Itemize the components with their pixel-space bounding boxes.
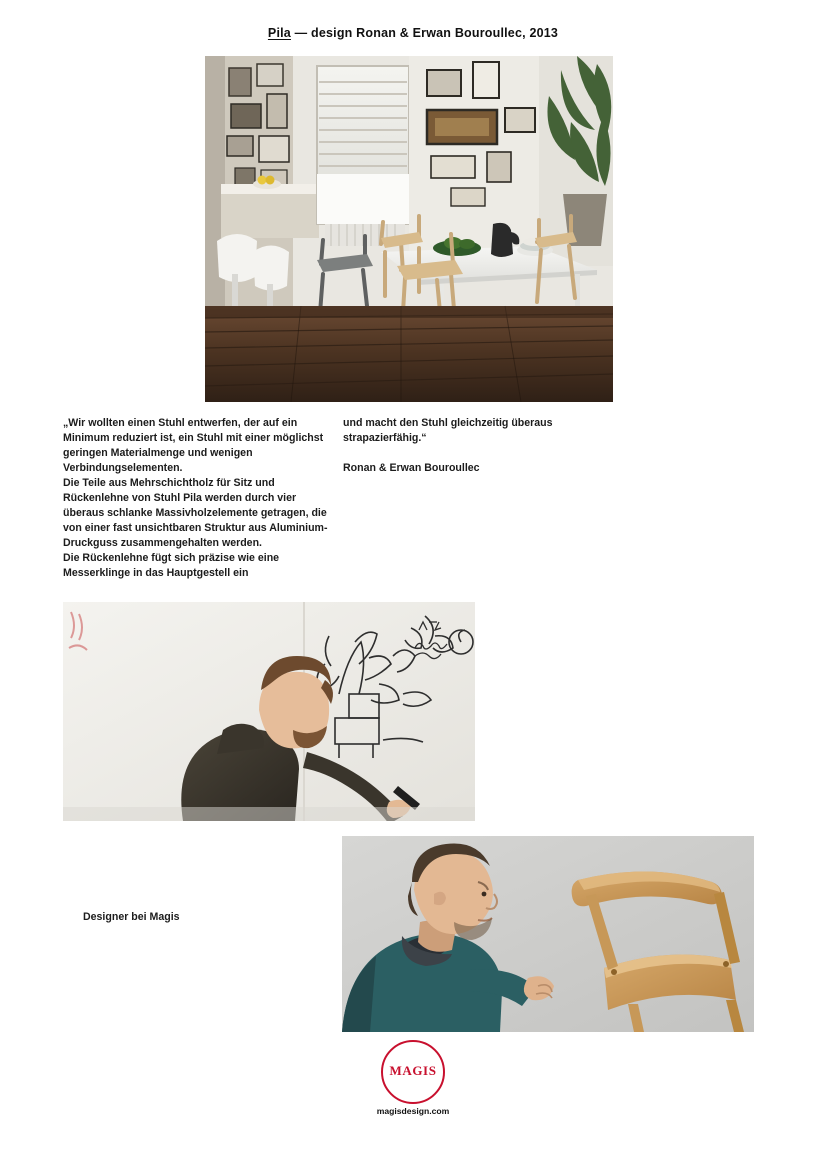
sketch-image-designer-drawing: [63, 602, 475, 821]
logo-wordmark: MAGIS: [389, 1063, 437, 1078]
quote-attribution: Ronan & Erwan Bouroullec: [343, 462, 480, 474]
quote-paragraph-1: „Wir wollten einen Stuhl entwerfen, der auf ein Minimum reduziert ist, ein Stuhl mit einer möglichst geringen Materialmenge und wenigen Verbindungselementen.: [63, 417, 324, 474]
chair-photo-designer-holding: [342, 836, 754, 1032]
quote-paragraph-3: Die Rückenlehne fügt sich präzise wie eine Messerklinge in das Hauptgestell ein: [63, 552, 280, 579]
quote-paragraph-2: Die Teile aus Mehrschichtholz für Sitz und Rückenlehne von Stuhl Pila werden durch vier überaus schlanke Massivholzelemente getragen, die von einer fast unsichtbaren Struktur aus Aluminium-Druckguss zusammengehalten werden.: [63, 477, 328, 549]
website-url: magisdesign.com: [376, 1106, 450, 1116]
magis-logo: [0, 1040, 826, 1109]
body-text-right-column: [343, 416, 613, 476]
design-credit: design Ronan & Erwan Bouroullec, 2013: [311, 26, 559, 40]
page-title: [0, 26, 826, 40]
designer-caption: Designer bei Magis: [83, 911, 180, 923]
logo-circle-icon: [381, 1040, 445, 1104]
title-dash: —: [290, 26, 312, 40]
product-name: Pila: [267, 26, 291, 40]
hero-image-dining-room: [205, 56, 613, 402]
quote-paragraph-4: und macht den Stuhl gleichzeitig überaus strapazierfähig.“: [343, 417, 553, 444]
body-text-left-column: [63, 416, 333, 581]
